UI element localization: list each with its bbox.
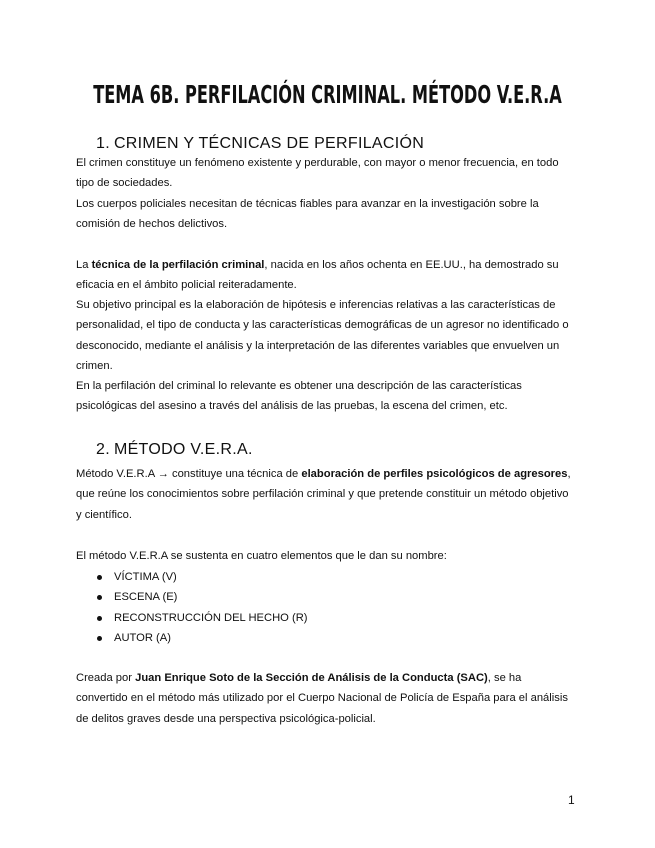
section-2-paragraph-1 [76, 464, 576, 525]
p3-bold: técnica de la perfilación criminal [91, 259, 265, 271]
s2p1-post: , que reúne los conocimientos sobre perfilación criminal y que pretende constituir un método objetivo y científico. [76, 468, 571, 521]
bullet-icon [97, 595, 102, 600]
s2p3-pre: Creada por [76, 672, 136, 684]
list-item [95, 567, 308, 587]
section-1-paragraph-1: El crimen constituye un fenómeno existente y perdurable, con mayor o menor frecuencia, en todo tipo de sociedades. [76, 157, 559, 190]
list-item [95, 628, 308, 648]
section-1-number: 1. [96, 135, 110, 152]
bullet-icon [97, 636, 102, 641]
list-item [95, 587, 308, 607]
section-1-paragraph-3 [76, 255, 576, 296]
section-2-paragraph-2: El método V.E.R.A se sustenta en cuatro elementos que le dan su nombre: [76, 550, 447, 562]
vera-elements-list [95, 567, 308, 648]
bullet-icon [97, 616, 102, 621]
list-item-label: AUTOR (A) [114, 631, 171, 644]
s2p1-bold: elaboración de perfiles psicológicos de agresores [301, 468, 568, 480]
section-1-heading [96, 135, 424, 153]
s2p1-pre: Método V.E.R.A → constituye una técnica de [76, 468, 302, 480]
s2p3-bold: Juan Enrique Soto de la Sección de Análisis de la Conducta (SAC) [135, 672, 488, 684]
list-item-label: RECONSTRUCCIÓN DEL HECHO (R) [114, 611, 308, 624]
section-2-paragraph-3 [76, 668, 576, 729]
page-number: 1 [568, 793, 575, 807]
list-item-label: VÍCTIMA (V) [114, 571, 177, 583]
section-1-paragraph-5: En la perfilación del criminal lo relevante es obtener una descripción de las características psicológicas del asesino a través del análisis de las pruebas, la escena del crimen, etc. [76, 380, 522, 413]
section-2-number: 2. [96, 441, 110, 458]
p3-post: , nacida en los años ochenta en EE.UU., ha demostrado su eficacia en el ámbito policial reiteradamente. [76, 259, 559, 292]
page-title: TEMA 6B. PERFILACIÓN CRIMINAL. MÉTODO V.E.R.A [93, 80, 562, 109]
section-2-heading [96, 441, 253, 459]
section-2-title: MÉTODO V.E.R.A. [113, 441, 253, 458]
s2p3-post: , se ha convertido en el método más utilizado por el Cuerpo Nacional de Policía de España para el análisis de delitos graves desde una perspectiva psicológica-policial. [76, 672, 568, 725]
section-1-paragraph-4: Su objetivo principal es la elaboración de hipótesis e inferencias relativas a las características de personalidad, el tipo de conducta y las características demográficas de un agresor no identificado o desconocido, mediante el análisis y la interpretación de las diferentes variables que envuelven un crimen. [76, 299, 569, 372]
list-item-label: ESCENA (E) [114, 591, 178, 604]
bullet-icon [97, 575, 102, 580]
section-1-title: CRIMEN Y TÉCNICAS DE PERFILACIÓN [113, 135, 425, 152]
section-1-paragraph-2: Los cuerpos policiales necesitan de técnicas fiables para avanzar en la investigación sobre la comisión de hechos delictivos. [76, 198, 539, 231]
p3-pre: La [76, 259, 92, 271]
list-item [95, 608, 308, 628]
